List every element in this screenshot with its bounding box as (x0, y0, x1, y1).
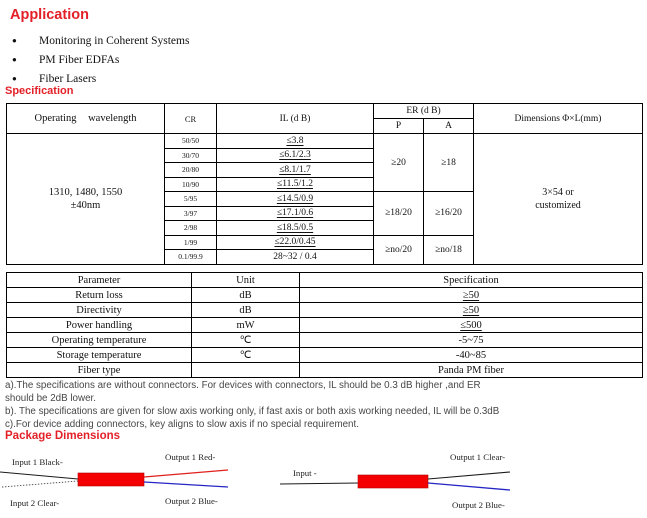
col-header-il: IL (d B) (217, 104, 374, 134)
unit-cell: mW (192, 318, 300, 333)
il-cell: ≤18.5/0.5 (217, 221, 374, 236)
cr-cell: 3/97 (165, 206, 217, 221)
application-list (12, 31, 189, 88)
il-cell: ≤6.1/2.3 (217, 148, 374, 163)
il-cell: 28~32 / 0.4 (217, 250, 374, 265)
col-header-parameter: Parameter (7, 273, 192, 288)
unit-cell: dB (192, 303, 300, 318)
spec-cell: ≤500 (300, 318, 643, 333)
parameter-cell: Directivity (7, 303, 192, 318)
application-item-label: PM Fiber EDFAs (39, 53, 120, 66)
table-row (7, 348, 643, 363)
il-cell: ≤14.5/0.9 (217, 192, 374, 207)
il-cell: ≤3.8 (217, 134, 374, 149)
output1-fiber-line (428, 472, 510, 479)
parameter-cell: Return loss (7, 288, 192, 303)
col-header-specification: Specification (300, 273, 643, 288)
application-item-label: Fiber Lasers (39, 72, 97, 85)
er-p-cell: ≥no/20 (374, 235, 424, 264)
dimensions-line1: 3×54 or (542, 186, 574, 198)
spec-cell: ≥50 (300, 288, 643, 303)
input-label: Input - (293, 468, 317, 478)
output2-fiber-line (428, 483, 510, 490)
table-header-row (7, 273, 643, 288)
dimensions-line2: customized (535, 199, 581, 211)
output1-label: Output 1 Clear- (450, 452, 506, 462)
cr-cell: 20/80 (165, 163, 217, 178)
input1-fiber-line (0, 472, 78, 479)
table-row (7, 333, 643, 348)
output2-label: Output 2 Blue- (165, 496, 218, 506)
input-fiber-line (280, 483, 358, 484)
er-p-cell: ≥18/20 (374, 192, 424, 236)
il-cell: ≤8.1/1.7 (217, 163, 374, 178)
er-p-cell: ≥20 (374, 134, 424, 192)
il-cell: ≤17.1/0.6 (217, 206, 374, 221)
wavelength-cell (7, 134, 165, 265)
bullet-icon: ● (12, 73, 17, 83)
unit-cell: ℃ (192, 333, 300, 348)
parameter-cell: Fiber type (7, 363, 192, 378)
col-header-unit: Unit (192, 273, 300, 288)
col-header-dimensions: Dimensions Φ×L(mm) (474, 104, 643, 134)
package-diagrams (0, 446, 647, 518)
input2-fiber-line (2, 481, 78, 487)
cr-cell: 5/95 (165, 192, 217, 207)
spec-cell: -40~85 (300, 348, 643, 363)
dimensions-cell (474, 134, 643, 265)
er-a-cell: ≥18 (424, 134, 474, 192)
coupler-body (78, 473, 144, 486)
parameter-cell: Power handling (7, 318, 192, 333)
table-row (7, 363, 643, 378)
il-cell: ≤11.5/1.2 (217, 177, 374, 192)
footnote-b: b). The specifications are given for slow axis working only, if fast axis or both axis working needed, IL will be 0.3dB (5, 406, 500, 417)
footnote-a-line2: should be 2dB lower. (5, 393, 96, 404)
footnotes (5, 379, 641, 431)
unit-cell: dB (192, 288, 300, 303)
unit-cell: ℃ (192, 348, 300, 363)
spec-cell: Panda PM fiber (300, 363, 643, 378)
unit-cell (192, 363, 300, 378)
list-item (12, 31, 189, 50)
col-header-er-p: P (374, 119, 424, 134)
parameter-cell: Operating temperature (7, 333, 192, 348)
er-a-cell: ≥16/20 (424, 192, 474, 236)
footnote-a-line1: a).The specifications are without connectors. For devices with connectors, IL should be 0.3 dB higher ,and ER (5, 380, 481, 391)
package-dimensions-heading: Package Dimensions (5, 430, 121, 442)
input2-label: Input 2 Clear- (10, 498, 60, 508)
cr-cell: 30/70 (165, 148, 217, 163)
table-row (7, 318, 643, 333)
cr-cell: 10/90 (165, 177, 217, 192)
table-row (7, 303, 643, 318)
table-header-row (7, 104, 643, 119)
output2-label: Output 2 Blue- (452, 500, 505, 510)
single-input-coupler-diagram (230, 446, 530, 518)
wavelength-line2: ±40nm (70, 199, 101, 211)
specification-table (6, 103, 643, 265)
coupler-body (358, 475, 428, 488)
parameter-cell: Storage temperature (7, 348, 192, 363)
output1-fiber-line (144, 470, 228, 477)
spec-cell: ≥50 (300, 303, 643, 318)
output1-label: Output 1 Red- (165, 452, 216, 462)
col-header-er: ER (d B) (374, 104, 474, 119)
il-cell: ≤22.0/0.45 (217, 235, 374, 250)
table-row (7, 134, 643, 149)
cr-cell: 2/98 (165, 221, 217, 236)
output2-fiber-line (144, 482, 228, 487)
input1-label: Input 1 Black- (12, 457, 63, 467)
specification-heading: Specification (5, 85, 74, 97)
parameter-table (6, 272, 643, 378)
cr-cell: 0.1/99.9 (165, 250, 217, 265)
spec-cell: -5~75 (300, 333, 643, 348)
bullet-icon: ● (12, 35, 17, 45)
application-item-label: Monitoring in Coherent Systems (39, 34, 190, 47)
col-header-cr: CR (165, 104, 217, 134)
list-item (12, 50, 189, 69)
wavelength-line1: 1310, 1480, 1550 (48, 186, 123, 198)
er-a-cell: ≥no/18 (424, 235, 474, 264)
bullet-icon: ● (12, 54, 17, 64)
application-heading: Application (10, 7, 89, 23)
footnote-c: c).For device adding connectors, key aligns to slow axis if no special requirement. (5, 419, 359, 430)
cr-cell: 1/99 (165, 235, 217, 250)
dual-input-coupler-diagram (0, 446, 230, 518)
table-row (7, 288, 643, 303)
cr-cell: 50/50 (165, 134, 217, 149)
col-header-er-a: A (424, 119, 474, 134)
col-header-operating-wavelength: Operating wavelength (7, 104, 165, 134)
